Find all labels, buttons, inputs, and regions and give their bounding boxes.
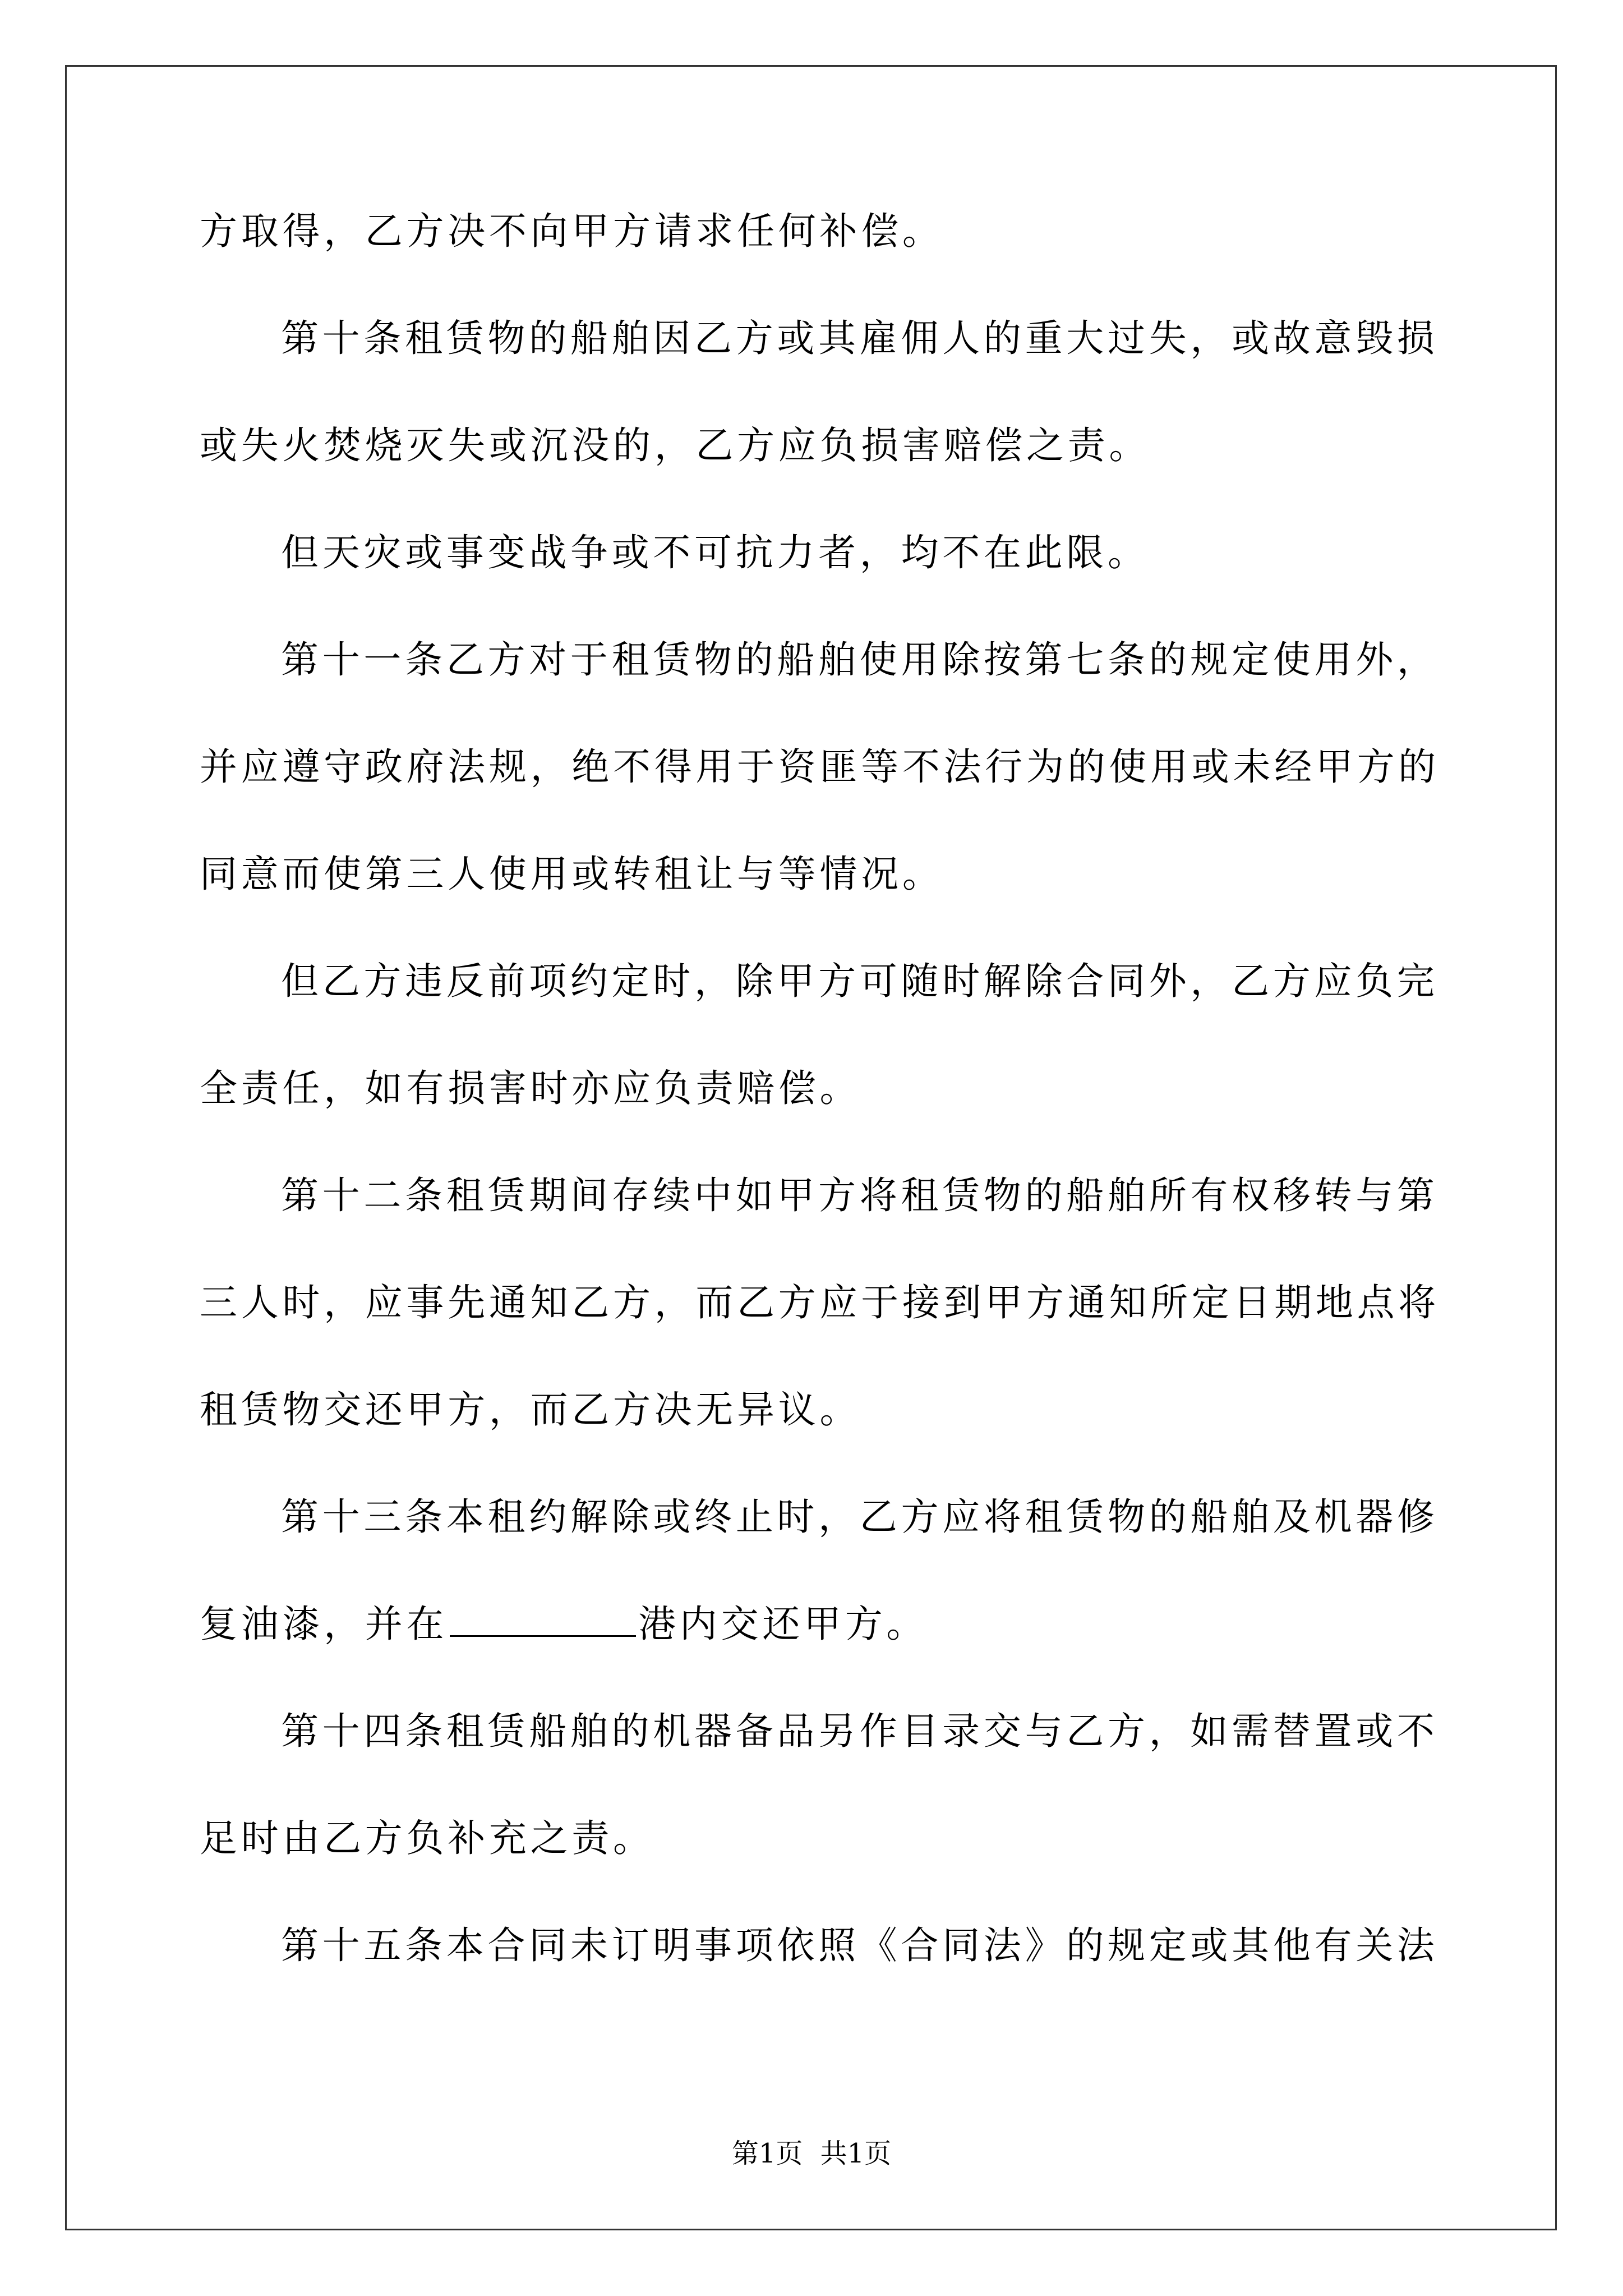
paragraph-line: 第十三条本租约解除或终止时，乙方应将租赁物的船舶及机器修 <box>281 1495 1438 1539</box>
document-body <box>200 205 1440 1972</box>
fill-in-blank <box>450 1600 636 1637</box>
paragraph-line: 三人时，应事先通知乙方，而乙方应于接到甲方通知所定日期地点将 <box>200 1281 1440 1324</box>
paragraph-line: 并应遵守政府法规，绝不得用于资匪等不法行为的使用或未经甲方的 <box>200 745 1440 789</box>
paragraph-line: 第十四条租赁船舶的机器备品另作目录交与乙方，如需替置或不 <box>281 1709 1438 1753</box>
paragraph-line: 租赁物交还甲方，而乙方决无异议。 <box>200 1388 861 1432</box>
paragraph-line: 或失火焚烧灭失或沉没的，乙方应负损害赔偿之责。 <box>200 424 1151 467</box>
paragraph-line: 足时由乙方负补充之责。 <box>200 1816 654 1860</box>
paragraph-line: 方取得，乙方决不向甲方请求任何补偿。 <box>200 209 944 253</box>
page-number: 第1页 <box>731 2138 803 2169</box>
paragraph-line: 第十一条乙方对于租赁物的船舶使用除按第七条的规定使用外， <box>281 638 1438 682</box>
paragraph-line: 第十五条本合同未订明事项依照《合同法》的规定或其他有关法 <box>281 1924 1438 1967</box>
paragraph-line: 同意而使第三人使用或转租让与等情况。 <box>200 852 944 896</box>
paragraph-line-with-blank <box>200 1598 1433 1651</box>
line-text-before-blank: 复油漆，并在 <box>200 1602 448 1646</box>
paragraph-line: 但乙方违反前项约定时，除甲方可随时解除合同外，乙方应负完 <box>281 959 1438 1003</box>
page-footer <box>0 2132 1623 2170</box>
line-text-after-blank: 港内交还甲方。 <box>638 1602 928 1646</box>
page-total: 共1页 <box>820 2138 892 2169</box>
paragraph-line: 第十二条租赁期间存续中如甲方将租赁物的船舶所有权移转与第 <box>281 1174 1438 1217</box>
paragraph-line: 全责任，如有损害时亦应负责赔偿。 <box>200 1066 861 1110</box>
paragraph-line: 但天灾或事变战争或不可抗力者，均不在此限。 <box>281 531 1149 574</box>
paragraph-line: 第十条租赁物的船舶因乙方或其雇佣人的重大过失，或故意毁损 <box>281 316 1438 360</box>
